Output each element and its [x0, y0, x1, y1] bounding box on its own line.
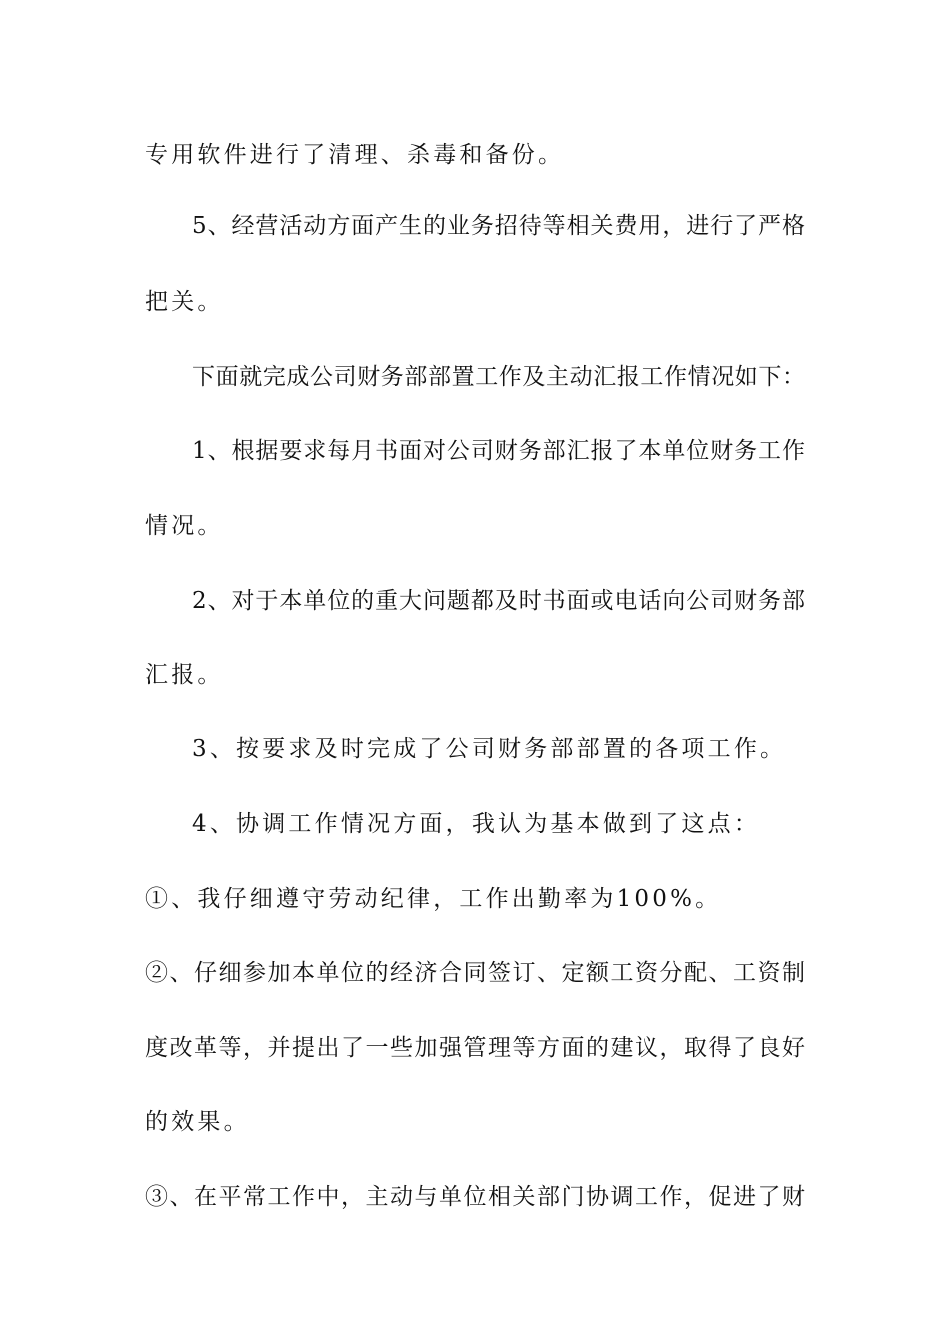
text-line-12: ②、仔细参加本单位的经济合同签订、定额工资分配、工资制	[145, 960, 805, 986]
text-line-1: 专用软件进行了清理、杀毒和备份。	[145, 142, 565, 168]
text-line-4: 下面就完成公司财务部部置工作及主动汇报工作情况如下：	[192, 364, 805, 390]
text-line-11: ①、我仔细遵守劳动纪律，工作出勤率为100%。	[145, 886, 722, 912]
text-line-14: 的效果。	[145, 1109, 250, 1135]
text-line-9: 3、按要求及时完成了公司财务部部置的各项工作。	[192, 736, 787, 762]
text-line-10: 4、协调工作情况方面，我认为基本做到了这点：	[192, 811, 761, 837]
text-line-15: ③、在平常工作中，主动与单位相关部门协调工作，促进了财	[145, 1184, 805, 1210]
text-line-6: 情况。	[145, 513, 224, 539]
text-line-13: 度改革等，并提出了一些加强管理等方面的建议，取得了良好	[145, 1035, 805, 1061]
text-line-5: 1、根据要求每月书面对公司财务部汇报了本单位财务工作	[192, 438, 805, 464]
text-line-2: 5、经营活动方面产生的业务招待等相关费用，进行了严格	[192, 213, 805, 239]
text-line-3: 把关。	[145, 289, 224, 315]
text-line-8: 汇报。	[145, 662, 224, 688]
text-line-7: 2、对于本单位的重大问题都及时书面或电话向公司财务部	[192, 588, 805, 614]
